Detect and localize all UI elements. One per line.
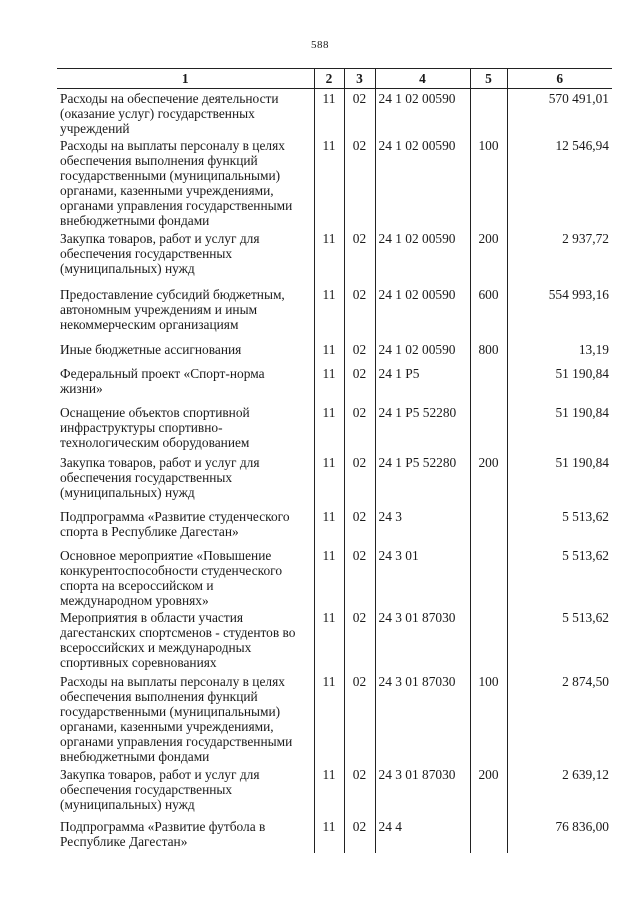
row-name: Расходы на выплаты персоналу в целях обеспечения выполнения функций государственными (муниципальными) органами, казенными учреждениями, органами управления государственными внебюджетными фондами — [60, 674, 293, 764]
row-amount: 5 513,62 — [507, 608, 612, 672]
col-header-5: 5 — [470, 69, 507, 89]
table-row — [57, 608, 612, 672]
row-amount: 554 993,16 — [507, 285, 612, 340]
table-row — [57, 765, 612, 817]
row-section: 11 — [314, 285, 344, 340]
row-name: Расходы на обеспечение деятельности (оказание услуг) государственных учреждений — [60, 91, 279, 136]
row-amount: 12 546,94 — [507, 136, 612, 229]
row-amount: 51 190,84 — [507, 364, 612, 403]
row-amount: 76 836,00 — [507, 817, 612, 853]
table-row — [57, 136, 612, 229]
row-name: Закупка товаров, работ и услуг для обеспечения государственных (муниципальных) нужд — [60, 767, 260, 812]
row-expense-type: 600 — [470, 285, 507, 340]
row-target-article: 24 1 02 00590 — [375, 89, 470, 137]
col-header-2: 2 — [314, 69, 344, 89]
row-subsection: 02 — [344, 453, 375, 507]
row-section: 11 — [314, 608, 344, 672]
row-subsection: 02 — [344, 507, 375, 546]
row-target-article: 24 1 P5 52280 — [375, 453, 470, 507]
table-row — [57, 403, 612, 453]
row-target-article: 24 1 02 00590 — [375, 340, 470, 364]
row-name: Расходы на выплаты персоналу в целях обеспечения выполнения функций государственными (муниципальными) органами, казенными учреждениями, органами управления государственными внебюджетными фондами — [60, 138, 293, 228]
row-name: Предоставление субсидий бюджетным, автономным учреждениям и иным некоммерческим организациям — [60, 287, 285, 332]
row-subsection: 02 — [344, 817, 375, 853]
budget-table — [57, 68, 612, 853]
row-name: Мероприятия в области участия дагестанских спортсменов - студентов во всероссийских и международных спортивных соревнованиях — [60, 610, 296, 670]
row-name: Иные бюджетные ассигнования — [60, 342, 242, 357]
row-target-article: 24 4 — [375, 817, 470, 853]
row-amount: 51 190,84 — [507, 403, 612, 453]
row-subsection: 02 — [344, 229, 375, 285]
row-target-article: 24 1 02 00590 — [375, 285, 470, 340]
row-amount: 5 513,62 — [507, 546, 612, 608]
col-header-3: 3 — [344, 69, 375, 89]
table-row — [57, 817, 612, 853]
row-expense-type: 200 — [470, 765, 507, 817]
row-target-article: 24 1 P5 52280 — [375, 403, 470, 453]
row-expense-type: 800 — [470, 340, 507, 364]
row-section: 11 — [314, 364, 344, 403]
row-section: 11 — [314, 229, 344, 285]
row-target-article: 24 3 01 87030 — [375, 672, 470, 765]
row-section: 11 — [314, 453, 344, 507]
row-section: 11 — [314, 340, 344, 364]
row-amount: 2 937,72 — [507, 229, 612, 285]
row-section: 11 — [314, 672, 344, 765]
table-row — [57, 546, 612, 608]
row-name: Подпрограмма «Развитие футбола в Республике Дагестан» — [60, 819, 266, 849]
row-expense-type: 100 — [470, 672, 507, 765]
row-subsection: 02 — [344, 136, 375, 229]
page-number: 588 — [311, 39, 329, 51]
col-header-1: 1 — [57, 69, 314, 89]
row-expense-type — [470, 364, 507, 403]
row-amount: 2 639,12 — [507, 765, 612, 817]
table-row — [57, 340, 612, 364]
row-section: 11 — [314, 765, 344, 817]
row-target-article: 24 3 01 87030 — [375, 765, 470, 817]
row-expense-type — [470, 817, 507, 853]
row-name: Федеральный проект «Спорт-норма жизни» — [60, 366, 265, 396]
row-name: Закупка товаров, работ и услуг для обеспечения государственных (муниципальных) нужд — [60, 455, 260, 500]
row-section: 11 — [314, 507, 344, 546]
col-header-4: 4 — [375, 69, 470, 89]
row-amount: 2 874,50 — [507, 672, 612, 765]
row-target-article: 24 1 P5 — [375, 364, 470, 403]
row-name: Основное мероприятие «Повышение конкурентоспособности студенческого спорта на всероссийском и международном уровнях» — [60, 548, 283, 608]
row-expense-type — [470, 89, 507, 137]
col-header-6: 6 — [507, 69, 612, 89]
row-target-article: 24 3 01 — [375, 546, 470, 608]
row-amount: 13,19 — [507, 340, 612, 364]
row-expense-type — [470, 403, 507, 453]
row-name: Оснащение объектов спортивной инфраструктуры спортивно-технологическим оборудованием — [60, 405, 250, 450]
row-section: 11 — [314, 136, 344, 229]
table-row — [57, 89, 612, 137]
row-section: 11 — [314, 403, 344, 453]
row-expense-type: 100 — [470, 136, 507, 229]
row-name: Закупка товаров, работ и услуг для обеспечения государственных (муниципальных) нужд — [60, 231, 260, 276]
row-target-article: 24 1 02 00590 — [375, 229, 470, 285]
row-subsection: 02 — [344, 765, 375, 817]
row-target-article: 24 3 01 87030 — [375, 608, 470, 672]
row-expense-type: 200 — [470, 229, 507, 285]
row-subsection: 02 — [344, 89, 375, 137]
row-subsection: 02 — [344, 403, 375, 453]
row-expense-type — [470, 507, 507, 546]
row-amount: 5 513,62 — [507, 507, 612, 546]
row-section: 11 — [314, 89, 344, 137]
table-row — [57, 229, 612, 285]
header-row — [57, 69, 612, 89]
row-subsection: 02 — [344, 546, 375, 608]
table-row — [57, 672, 612, 765]
row-subsection: 02 — [344, 672, 375, 765]
row-expense-type: 200 — [470, 453, 507, 507]
row-target-article: 24 1 02 00590 — [375, 136, 470, 229]
table-row — [57, 453, 612, 507]
row-subsection: 02 — [344, 608, 375, 672]
table-row — [57, 507, 612, 546]
row-subsection: 02 — [344, 285, 375, 340]
table-row — [57, 364, 612, 403]
row-target-article: 24 3 — [375, 507, 470, 546]
row-amount: 570 491,01 — [507, 89, 612, 137]
row-subsection: 02 — [344, 340, 375, 364]
row-subsection: 02 — [344, 364, 375, 403]
row-expense-type — [470, 546, 507, 608]
row-section: 11 — [314, 546, 344, 608]
row-section: 11 — [314, 817, 344, 853]
row-name: Подпрограмма «Развитие студенческого спорта в Республике Дагестан» — [60, 509, 290, 539]
table-row — [57, 285, 612, 340]
row-amount: 51 190,84 — [507, 453, 612, 507]
row-expense-type — [470, 608, 507, 672]
